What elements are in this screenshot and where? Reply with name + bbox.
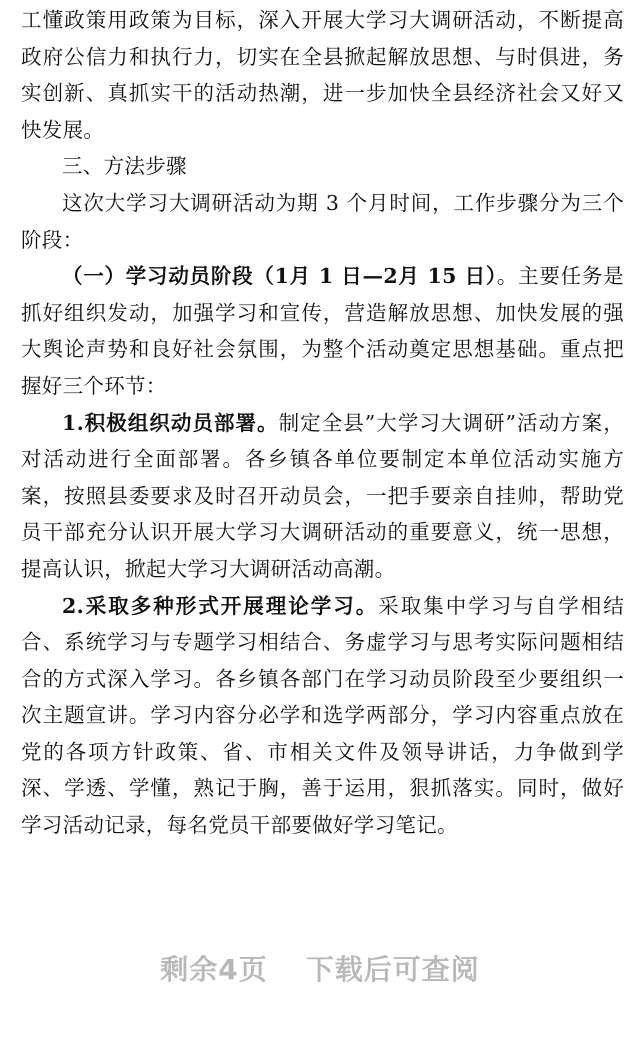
stage-heading: （一）学习动员阶段（1月 1 日—2月 15 日） [62,264,497,289]
section-heading-text: 三、方法步骤 [62,154,187,179]
section-heading [21,148,624,185]
paragraph-item-two [21,588,624,844]
item-heading: 1.积极组织动员部署。 [62,410,279,435]
paragraph-text: 制定全县”大学习大调研”活动方案，对活动进行全面部署。各乡镇各单位要制定本单位活动实施方案，按照县委要求及时召开动员会，一把手要亲自挂帅，帮助党员干部充分认识开展大学习大调研活动的重要意义，统一思想，提高认识，掀起大学习大调研活动高潮。 [21,410,625,581]
remaining-pages-text: 剩余4页 [160,953,268,986]
remaining-pages-banner[interactable] [0,948,640,988]
paragraph-stage-one [21,258,624,404]
paragraph-text: 工懂政策用政策为目标，深入开展大学习大调研活动，不断提高政府公信力和执行力，切实在全县掀起解放思想、与时俱进，务实创新、真抓实干的活动热潮，进一步加快全县经济社会又好又快发展。 [21,8,624,142]
document-body [21,0,624,844]
paragraph-text: 采取集中学习与自学相结合、系统学习与专题学习相结合、务虚学习与思考实际问题相结合的方式深入学习。各乡镇各部门在学习动员阶段至少要组织一次主题宣讲。学习内容分必学和选学两部分，学习内容重点放在党的各项方针政策、省、市相关文件及领导讲话，力争做到学深、学透、学懂，熟记于胸，善于运用，狠抓落实。同时，做好学习活动记录，每名党员干部要做好学习笔记。 [21,593,624,838]
paragraph-text: 。主要任务是抓好组织发动，加强学习和宣传，营造解放思想、加快发展的强大舆论声势和良好社会氛围，为整个活动奠定思想基础。重点把握好三个环节： [21,264,624,398]
paragraph-item-one [21,405,624,588]
paragraph-text: 这次大学习大调研活动为期 3 个月时间，工作步骤分为三个阶段： [21,190,624,252]
paragraph-intro [21,185,624,258]
paragraph-continuation [21,2,624,148]
item-heading: 2.采取多种形式开展理论学习。 [62,593,379,618]
download-prompt-text: 下载后可查阅 [305,953,480,986]
